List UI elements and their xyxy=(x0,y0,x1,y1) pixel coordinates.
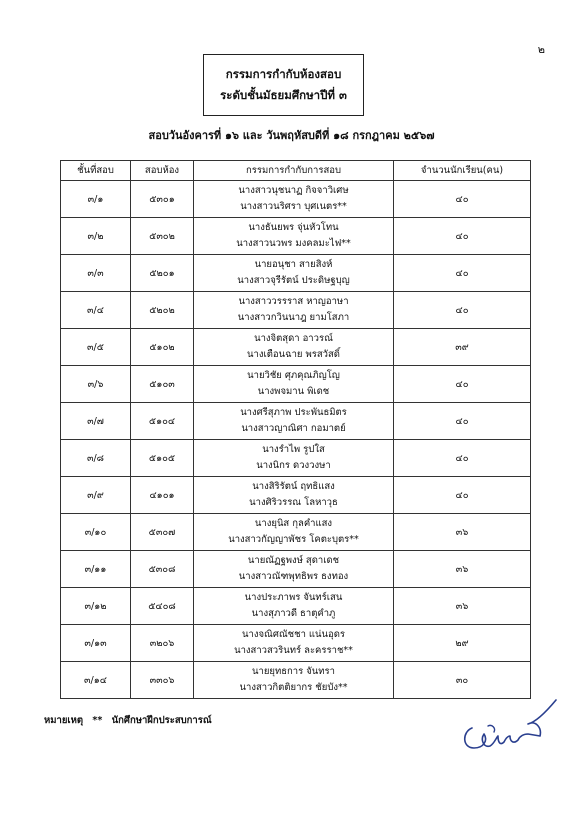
cell-proctors xyxy=(194,477,394,514)
title-box xyxy=(203,54,364,116)
footnote-text: นักศึกษาฝึกประสบการณ์ xyxy=(111,715,212,726)
cell-proctors xyxy=(194,218,394,255)
cell-class: ๓/๓ xyxy=(61,255,131,292)
table-row xyxy=(61,218,531,255)
table-row xyxy=(61,514,531,551)
cell-room: ๕๒๐๑ xyxy=(131,255,194,292)
cell-room: ๕๔๐๘ xyxy=(131,588,194,625)
cell-proctors xyxy=(194,292,394,329)
proctor-name-2: นางสาวนวพร มงคลมะไฟ** xyxy=(236,238,351,249)
cell-room: ๕๑๐๔ xyxy=(131,403,194,440)
proctor-name-2: นางพจมาน พิเดช xyxy=(257,386,330,397)
proctor-name-2: นางสุภาวดี ธาตุคำภู xyxy=(251,608,336,619)
cell-students: ๔๐ xyxy=(394,366,531,403)
cell-room: ๓๓๐๖ xyxy=(131,662,194,699)
table-row xyxy=(61,329,531,366)
cell-room: ๕๑๐๕ xyxy=(131,440,194,477)
proctor-name-2: นางสาวกวินนาฎ ยามโสภา xyxy=(237,312,350,323)
proctor-name-1: นางสิริรัตน์ ฤทธิแสง xyxy=(252,481,335,492)
cell-proctors xyxy=(194,662,394,699)
proctor-name-2: นางสาวนริศรา บุศเนตร** xyxy=(240,201,347,212)
cell-proctors xyxy=(194,588,394,625)
proctor-name-2: นางสาวกิตติยากร ชัยบัง** xyxy=(239,682,348,693)
cell-class: ๓/๑๒ xyxy=(61,588,131,625)
page-number: ๒ xyxy=(537,43,545,56)
cell-proctors xyxy=(194,625,394,662)
cell-proctors xyxy=(194,255,394,292)
cell-students: ๔๐ xyxy=(394,181,531,218)
table-row xyxy=(61,440,531,477)
proctor-name-2: นางสาวสวรินทร์ ละครราช** xyxy=(234,645,353,656)
cell-class: ๓/๗ xyxy=(61,403,131,440)
cell-students: ๔๐ xyxy=(394,292,531,329)
cell-class: ๓/๒ xyxy=(61,218,131,255)
proctor-name-1: นายยุทธการ จันทรา xyxy=(252,666,335,677)
cell-students: ๔๐ xyxy=(394,255,531,292)
proctor-name-1: นางจิตสุดา อาวรณ์ xyxy=(254,333,333,344)
cell-proctors xyxy=(194,366,394,403)
header-class: ชั้นที่สอบ xyxy=(61,161,131,181)
cell-students: ๔๐ xyxy=(394,403,531,440)
proctor-name-1: นางศรีสุภาพ ประพันธมิตร xyxy=(240,407,347,418)
table-row xyxy=(61,403,531,440)
cell-room: ๓๒๐๖ xyxy=(131,625,194,662)
signature-mark xyxy=(458,690,558,760)
cell-room: ๕๓๐๘ xyxy=(131,551,194,588)
table-row xyxy=(61,477,531,514)
cell-class: ๓/๖ xyxy=(61,366,131,403)
cell-class: ๓/๘ xyxy=(61,440,131,477)
cell-room: ๕๑๐๒ xyxy=(131,329,194,366)
cell-students: ๓๖ xyxy=(394,551,531,588)
cell-class: ๓/๑๔ xyxy=(61,662,131,699)
proctor-name-1: นางสาววรรราส หาญอาษา xyxy=(238,296,349,307)
proctor-name-1: นางสาวนุชนาฏ กิจจาวิเศษ xyxy=(238,185,349,196)
proctor-name-1: นายวิชัย ศุภคุณภิญโญ xyxy=(247,370,340,381)
table-row xyxy=(61,588,531,625)
proctor-name-1: นางประภาพร จันทร์เสน xyxy=(244,592,343,603)
cell-students: ๓๖ xyxy=(394,514,531,551)
table-row xyxy=(61,366,531,403)
proctor-name-1: นายอนุชา สายสิงห์ xyxy=(254,259,333,270)
signature xyxy=(458,690,558,764)
cell-room: ๔๑๐๑ xyxy=(131,477,194,514)
proctor-name-2: นางนิกร ดวงวงษา xyxy=(256,460,331,471)
proctor-name-2: นางเตือนฉาย พรสวัสดิ์ xyxy=(247,349,340,360)
proctor-name-2: นางสาวญาณิศา กอมาตย์ xyxy=(241,423,346,434)
proctor-name-1: นายณัฏฐพงษ์ สุดาเดช xyxy=(247,555,340,566)
cell-class: ๓/๕ xyxy=(61,329,131,366)
title-line-2: ระดับชั้นมัธยมศึกษาปีที่ ๓ xyxy=(220,88,347,102)
cell-students: ๔๐ xyxy=(394,440,531,477)
proctor-name-1: นางจณิศณัชชา แน่นอุดร xyxy=(241,629,346,640)
header-room: สอบห้อง xyxy=(131,161,194,181)
proctor-name-2: นางสาวณัฑพุทธิพร ธงทอง xyxy=(238,571,349,582)
cell-class: ๓/๑ xyxy=(61,181,131,218)
cell-students: ๓๙ xyxy=(394,329,531,366)
cell-students: ๓๐ xyxy=(394,662,531,699)
title-line-1: กรรมการกำกับห้องสอบ xyxy=(225,67,342,81)
proctor-name-1: นางยุนิส กุลคำแสง xyxy=(254,518,333,529)
proctor-name-2: นางศิริวรรณ โลหาวุธ xyxy=(249,497,338,508)
cell-proctors xyxy=(194,181,394,218)
cell-class: ๓/๔ xyxy=(61,292,131,329)
table-row xyxy=(61,551,531,588)
exam-date-subtitle: สอบวันอังคารที่ ๑๖ และ วันพฤหัสบดีที่ ๑๘ กรกฎาคม ๒๕๖๗ xyxy=(148,129,435,142)
cell-room: ๕๑๐๓ xyxy=(131,366,194,403)
cell-class: ๓/๙ xyxy=(61,477,131,514)
header-students: จำนวนนักเรียน(คน) xyxy=(394,161,531,181)
cell-room: ๕๓๐๗ xyxy=(131,514,194,551)
table-header-row xyxy=(61,161,531,181)
cell-students: ๔๐ xyxy=(394,218,531,255)
cell-room: ๕๒๐๒ xyxy=(131,292,194,329)
cell-proctors xyxy=(194,514,394,551)
cell-students: ๒๙ xyxy=(394,625,531,662)
cell-students: ๓๖ xyxy=(394,588,531,625)
table-row xyxy=(61,292,531,329)
table-row xyxy=(61,625,531,662)
proctor-name-2: นางสาวจุรีรัตน์ ประดิษฐบุญ xyxy=(237,275,350,286)
cell-class: ๓/๑๓ xyxy=(61,625,131,662)
footnote-marker: ** xyxy=(92,715,103,726)
footnote xyxy=(44,713,218,728)
cell-room: ๕๓๐๒ xyxy=(131,218,194,255)
proctor-name-2: นางสาวกัญญาพัชร โคตะบุตร** xyxy=(228,534,359,545)
cell-room: ๕๓๐๑ xyxy=(131,181,194,218)
cell-class: ๓/๑๑ xyxy=(61,551,131,588)
cell-proctors xyxy=(194,551,394,588)
footnote-label: หมายเหตุ xyxy=(44,715,84,726)
table-row xyxy=(61,181,531,218)
proctor-name-1: นางธันยพร จุ่นหัวโทน xyxy=(248,222,339,233)
cell-proctors xyxy=(194,440,394,477)
table-body xyxy=(61,181,531,699)
cell-proctors xyxy=(194,329,394,366)
proctor-table xyxy=(60,160,531,699)
cell-class: ๓/๑๐ xyxy=(61,514,131,551)
header-proctors: กรรมการกำกับการสอบ xyxy=(194,161,394,181)
table-row xyxy=(61,255,531,292)
cell-proctors xyxy=(194,403,394,440)
cell-students: ๔๐ xyxy=(394,477,531,514)
proctor-name-1: นางรำไพ รูปใส xyxy=(262,444,325,455)
